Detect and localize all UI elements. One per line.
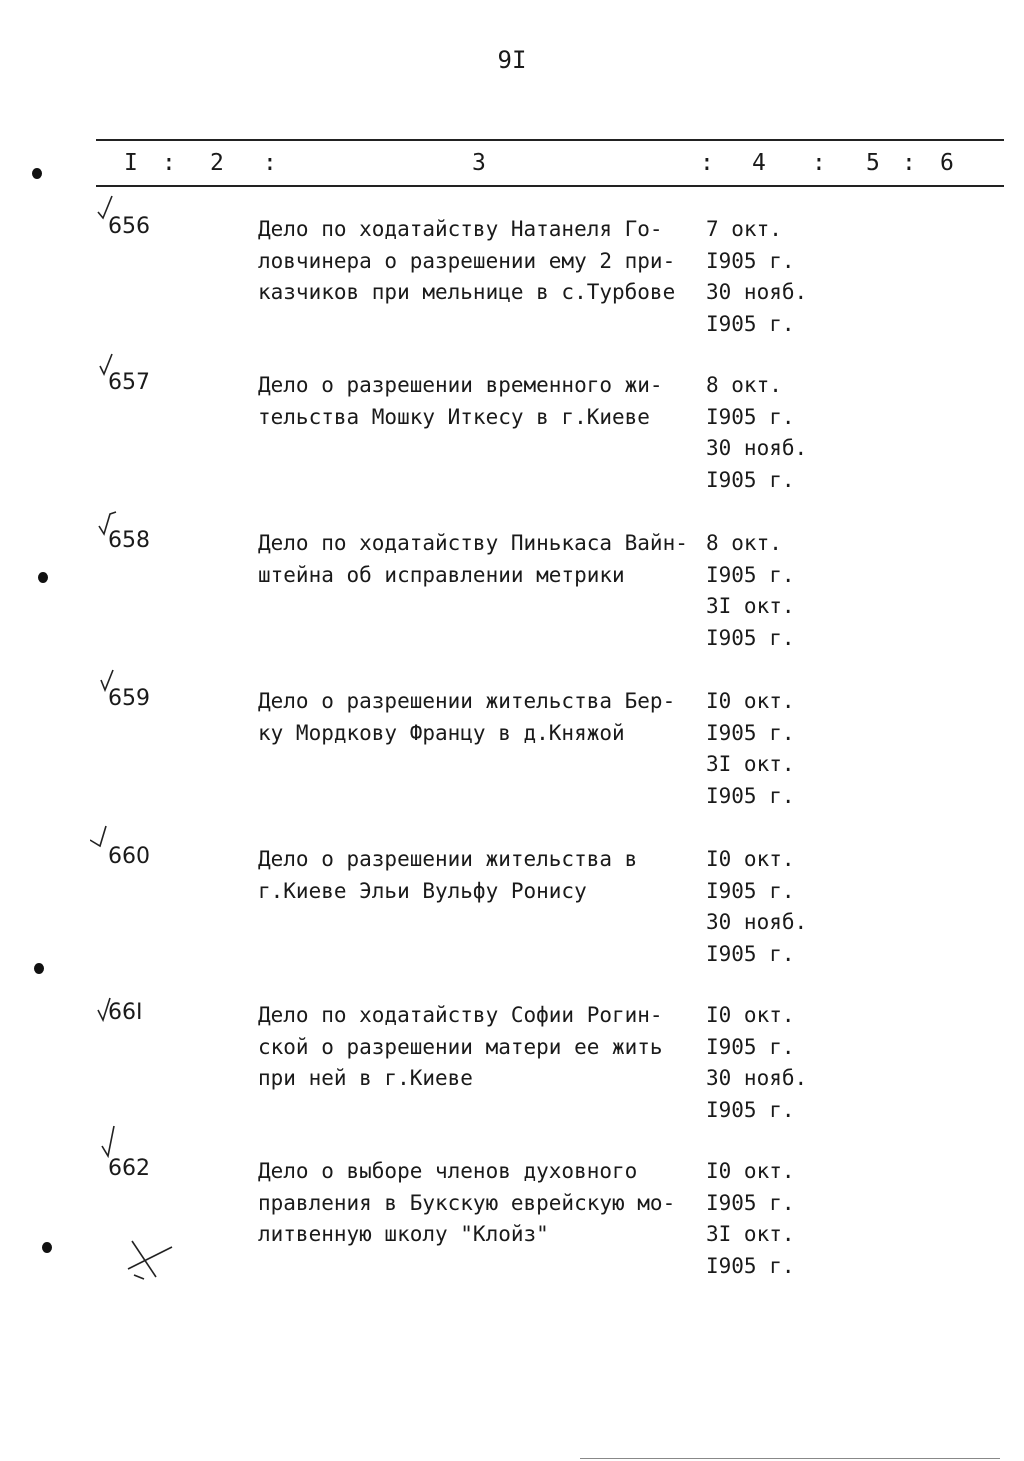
date-line: I905 г. <box>706 1253 795 1278</box>
date-line: 3I окт. <box>706 752 795 776</box>
date-line: I905 г. <box>706 878 795 903</box>
entry-dates <box>706 1156 826 1282</box>
column-header-5: 5 <box>866 150 880 176</box>
entry-description <box>258 1000 698 1095</box>
description-line: Дело по ходатайству Натанеля Го- <box>258 217 663 241</box>
date-line: I905 г. <box>706 311 795 336</box>
entry-dates <box>706 844 826 970</box>
entry-number: 66I <box>108 1000 143 1025</box>
table-row <box>0 528 1024 678</box>
punch-hole-mark <box>32 168 42 179</box>
date-line: I905 г. <box>706 248 795 273</box>
entry-description <box>258 1156 698 1251</box>
description-line: литвенную школу "Клойз" <box>258 1222 549 1246</box>
table-row <box>0 1000 1024 1150</box>
punch-hole-mark <box>42 1242 52 1253</box>
column-header-separator: : <box>902 150 916 176</box>
column-header-1: I <box>124 150 138 176</box>
table-row <box>0 844 1024 994</box>
page-edge-line <box>580 1458 1000 1459</box>
description-line: казчиков при мельнице в с.Турбове <box>258 280 676 304</box>
punch-hole-mark <box>34 963 44 974</box>
table-top-rule <box>96 139 1004 141</box>
date-line: 30 нояб. <box>706 910 808 934</box>
description-line: Дело о разрешении жительства Бер- <box>258 689 676 713</box>
date-line: I0 окт. <box>706 689 795 713</box>
date-line: 30 нояб. <box>706 436 808 460</box>
description-line: Дело о разрешении временного жи- <box>258 373 663 397</box>
column-header-separator: : <box>812 150 826 176</box>
date-line: 8 окт. <box>706 373 782 397</box>
column-header-6: 6 <box>940 150 954 176</box>
entry-dates <box>706 370 826 496</box>
table-row <box>0 370 1024 520</box>
entry-description <box>258 528 698 591</box>
description-line: г.Киеве Эльи Вульфу Ронису <box>258 878 587 903</box>
date-line: 7 окт. <box>706 217 782 241</box>
description-line: Дело по ходатайству Софии Рогин- <box>258 1003 663 1027</box>
date-line: 3I окт. <box>706 1222 795 1246</box>
date-line: I905 г. <box>706 941 795 966</box>
entry-dates <box>706 686 826 812</box>
date-line: I905 г. <box>706 562 795 587</box>
column-header-2: 2 <box>210 150 224 176</box>
date-line: 30 нояб. <box>706 280 808 304</box>
date-line: I905 г. <box>706 625 795 650</box>
table-header-bottom-rule <box>96 185 1004 187</box>
check-mark-icon <box>100 1124 124 1158</box>
column-header-separator: : <box>263 150 277 176</box>
date-line: I0 окт. <box>706 1159 795 1183</box>
column-header-separator: : <box>162 150 176 176</box>
entry-number: 660 <box>108 844 150 869</box>
entry-number: 656 <box>108 214 150 239</box>
description-line: правления в Букскую еврейскую мо- <box>258 1190 676 1215</box>
table-row <box>0 686 1024 836</box>
date-line: I0 окт. <box>706 847 795 871</box>
description-line: ку Мордкову Францу в д.Княжой <box>258 720 625 745</box>
entry-description <box>258 844 698 907</box>
date-line: I905 г. <box>706 467 795 492</box>
description-line: тельства Мошку Иткесу в г.Киеве <box>258 404 650 429</box>
column-header-3: 3 <box>472 150 486 176</box>
entry-dates <box>706 528 826 654</box>
date-line: 3I окт. <box>706 594 795 618</box>
entry-number: 662 <box>108 1156 150 1181</box>
entry-dates <box>706 214 826 340</box>
entry-number: 657 <box>108 370 150 395</box>
page-number: 9I <box>497 46 527 74</box>
entry-number: 658 <box>108 528 150 553</box>
description-line: Дело о разрешении жительства в <box>258 847 638 871</box>
entry-dates <box>706 1000 826 1126</box>
description-line: штейна об исправлении метрики <box>258 562 625 587</box>
date-line: I905 г. <box>706 1097 795 1122</box>
description-line: Дело по ходатайству Пинькаса Вайн- <box>258 531 688 555</box>
date-line: 8 окт. <box>706 531 782 555</box>
date-line: 30 нояб. <box>706 1066 808 1090</box>
description-line: ловчинера о разрешении ему 2 при- <box>258 248 676 273</box>
date-line: I905 г. <box>706 720 795 745</box>
entry-description <box>258 214 698 309</box>
date-line: I905 г. <box>706 783 795 808</box>
handwritten-cross-mark-icon <box>120 1235 180 1285</box>
column-header-separator: : <box>700 150 714 176</box>
table-row <box>0 214 1024 364</box>
date-line: I0 окт. <box>706 1003 795 1027</box>
entry-description <box>258 686 698 749</box>
description-line: Дело о выборе членов духовного <box>258 1159 638 1183</box>
date-line: I905 г. <box>706 404 795 429</box>
date-line: I905 г. <box>706 1034 795 1059</box>
entry-number: 659 <box>108 686 150 711</box>
column-header-4: 4 <box>752 150 766 176</box>
punch-hole-mark <box>38 572 48 583</box>
entry-description <box>258 370 698 433</box>
description-line: при ней в г.Киеве <box>258 1066 473 1090</box>
date-line: I905 г. <box>706 1190 795 1215</box>
description-line: ской о разрешении матери ее жить <box>258 1034 663 1059</box>
